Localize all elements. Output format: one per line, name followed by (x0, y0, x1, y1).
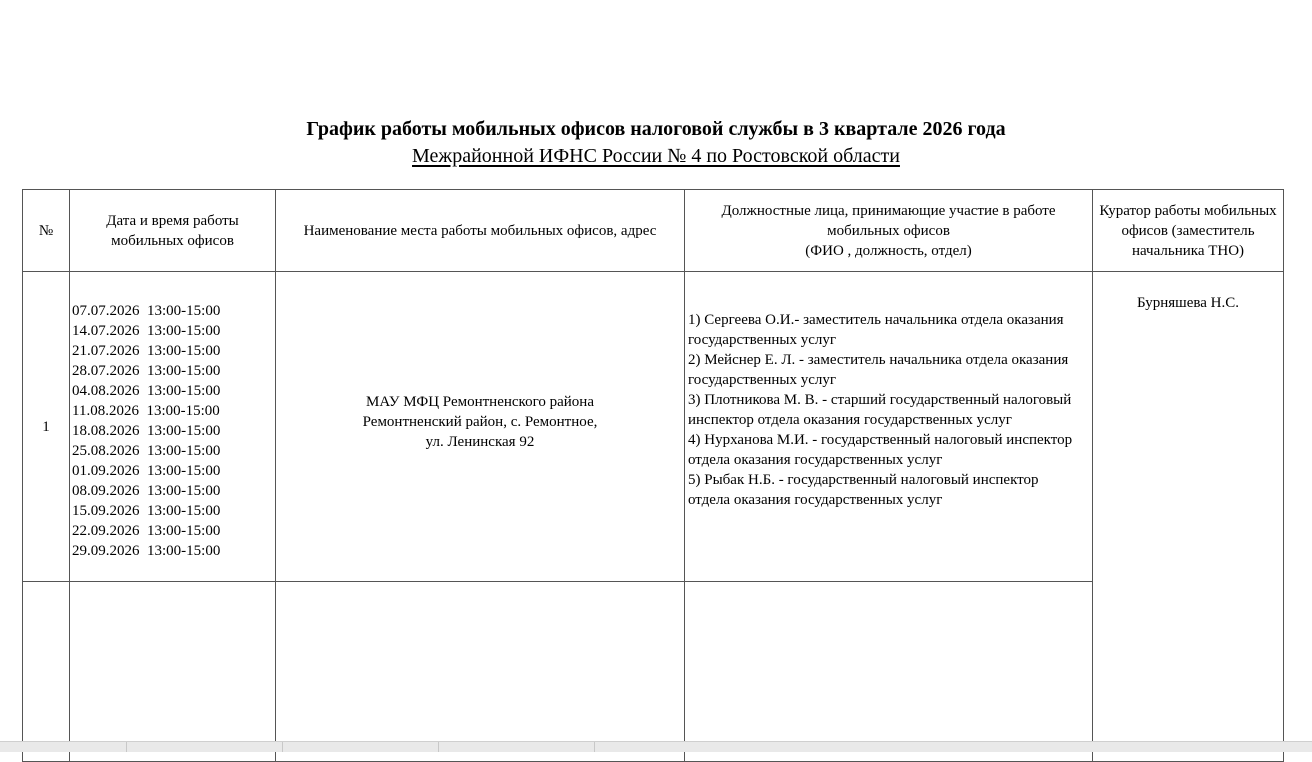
empty-cell (276, 582, 685, 762)
date-item: 21.07.2026 13:00-15:00 (72, 342, 221, 359)
date-item: 18.08.2026 13:00-15:00 (72, 422, 221, 439)
row-num-cell (23, 272, 70, 582)
empty-cell (70, 582, 276, 762)
official-item: 2) Мейснер Е. Л. - заместитель начальника отдела оказания государственных услуг (688, 351, 1069, 388)
empty-cell (685, 582, 1093, 762)
date-item: 14.07.2026 13:00-15:00 (72, 322, 221, 339)
date-item: 15.09.2026 13:00-15:00 (72, 502, 221, 519)
empty-cell (23, 582, 70, 762)
header-place-text: Наименование места работы мобильных офисов, адрес (303, 222, 657, 239)
official-item: 5) Рыбак Н.Б. - государственный налоговый инспектор отдела оказания государственных услуг (688, 471, 1039, 508)
header-datetime-text: Дата и время работы мобильных офисов (106, 212, 239, 249)
row-officials-cell (685, 272, 1093, 582)
table-header-row (23, 190, 1284, 272)
date-item: 22.09.2026 13:00-15:00 (72, 522, 221, 539)
document-title: График работы мобильных офисов налоговой службы в 3 квартале 2026 года (306, 118, 1006, 140)
date-item: 29.09.2026 13:00-15:00 (72, 542, 221, 559)
row-place-cell (276, 272, 685, 582)
document-subtitle (0, 143, 1312, 169)
place-address-line: Ремонтненский район, с. Ремонтное, (362, 413, 598, 430)
date-item: 28.07.2026 13:00-15:00 (72, 362, 221, 379)
date-item: 11.08.2026 13:00-15:00 (72, 402, 220, 419)
official-item: 4) Нурханова М.И. - государственный налоговый инспектор отдела оказания государственных услуг (688, 431, 1073, 468)
date-item: 04.08.2026 13:00-15:00 (72, 382, 221, 399)
place-address-line: ул. Ленинская 92 (425, 433, 535, 450)
date-item: 08.09.2026 13:00-15:00 (72, 482, 221, 499)
header-curator (1093, 190, 1284, 272)
place-name: МАУ МФЦ Ремонтненского района (366, 393, 594, 410)
header-officials-text: Должностные лица, принимающие участие в работе мобильных офисов (ФИО , должность, отдел) (721, 202, 1056, 259)
schedule-table (22, 189, 1284, 762)
table-row (23, 272, 1284, 582)
official-item: 3) Плотникова М. В. - старший государственный налоговый инспектор отдела оказания государственных услуг (688, 391, 1072, 428)
official-item: 1) Сергеева О.И.- заместитель начальника отдела оказания государственных услуг (688, 311, 1064, 348)
header-officials (685, 190, 1093, 272)
status-bar (0, 741, 1312, 752)
curator-name: Бурняшева Н.С. (1136, 295, 1239, 311)
row-dates-cell (70, 272, 276, 582)
row-curator-cell (1093, 272, 1284, 762)
header-num-text: № (38, 222, 54, 239)
header-curator-text: Куратор работы мобильных офисов (заместитель начальника ТНО) (1099, 202, 1277, 259)
row-num: 1 (42, 418, 50, 435)
date-item: 25.08.2026 13:00-15:00 (72, 442, 221, 459)
date-item: 07.07.2026 13:00-15:00 (72, 302, 221, 319)
header-num (23, 190, 70, 272)
document-subtitle-text: Межрайонной ИФНС России № 4 по Ростовской области (412, 145, 900, 167)
date-item: 01.09.2026 13:00-15:00 (72, 462, 221, 479)
header-place (276, 190, 685, 272)
header-datetime (70, 190, 276, 272)
